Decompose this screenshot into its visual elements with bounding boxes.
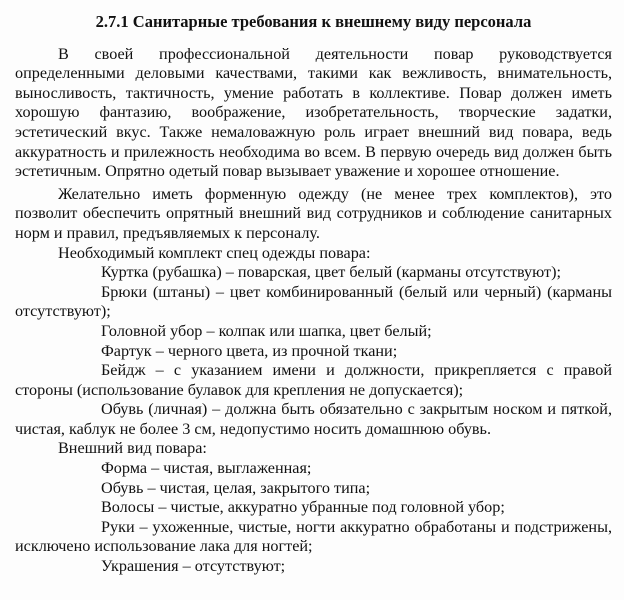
list-item (15, 557, 612, 577)
list-item (15, 518, 612, 557)
clothing-list-lead: Необходимый комплект спец одежды повара: (58, 243, 371, 262)
list-item (15, 459, 612, 479)
list-item-text: Брюки (штаны) – цвет комбинированный (белый или черный) (карманы отсутствуют); (15, 282, 612, 321)
list-item (15, 479, 612, 499)
appearance-list-lead: Внешний вид повара: (58, 439, 207, 458)
list-item-text: Фартук – черного цвета, из прочной ткани; (101, 341, 398, 360)
list-item (15, 283, 612, 322)
list-item (15, 498, 612, 518)
list-item-text: Руки – ухоженные, чистые, ногти аккуратно обработаны и подстрижены, исключено использование лака для ногтей; (15, 517, 612, 556)
list-item (15, 263, 612, 283)
list-item-text: Украшения – отсутствуют; (101, 557, 286, 576)
paragraph-uniform: Желательно иметь форменную одежду (не менее трех комплектов), это позволит обеспечить опрятный внешний вид сотрудников и соблюдение санитарных норм и правил, предъявляемых к персоналу. (15, 184, 612, 242)
list-item (15, 342, 612, 362)
clothing-list (15, 263, 612, 439)
list-item (15, 322, 612, 342)
paragraph-professional-qualities: В своей профессиональной деятельности повар руководствуется определенными деловыми качествами, такими как вежливость, внимательность, выносливость, тактичность, умение работать в коллективе. Повар должен иметь хорошую фантазию, воображение, изобретательность, творческие задатки, эстетический вкус. Также немаловажную роль играет внешний вид повара, ведь аккуратность и прилежность необходима во всем. В первую очередь вид должен быть эстетичным. Опрятно одетый повар вызывает уважение и хорошее отношение. (15, 44, 612, 181)
list-item-text: Головной убор – колпак или шапка, цвет белый; (101, 321, 432, 340)
list-item (15, 361, 612, 400)
list-item (15, 400, 612, 439)
list-item-text: Бейдж – с указанием имени и должности, прикрепляется с правой стороны (использование булавок для крепления не допускается); (15, 361, 612, 399)
list-item-text: Форма – чистая, выглаженная; (101, 459, 312, 478)
appearance-list (15, 459, 612, 577)
list-item-text: Обувь (личная) – должна быть обязательно с закрытым носком и пяткой, чистая, каблук не более 3 см, недопустимо носить домашнюю обувь. (15, 400, 612, 438)
list-item-text: Обувь – чистая, целая, закрытого типа; (101, 478, 371, 497)
list-item-text: Волосы – чистые, аккуратно убранные под головной убор; (101, 498, 505, 517)
section-heading: 2.7.1 Санитарные требования к внешнему виду персонала (95, 12, 532, 31)
list-item-text: Куртка (рубашка) – поварская, цвет белый (карманы отсутствуют); (101, 263, 561, 282)
